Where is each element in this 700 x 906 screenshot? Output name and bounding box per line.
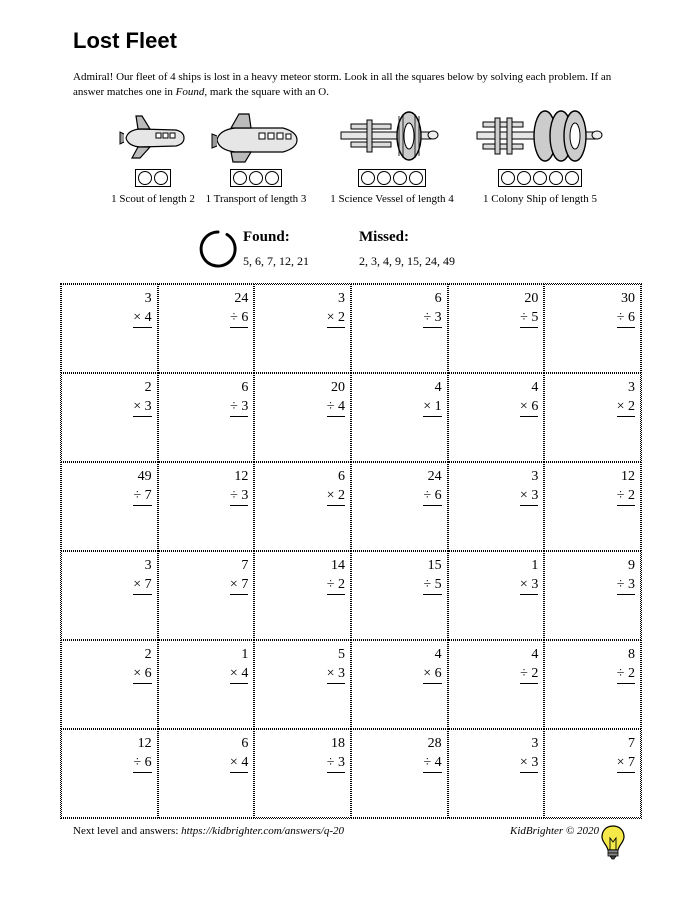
problem-operator-line: ÷ 2 bbox=[617, 664, 635, 684]
problem-operator-line: ÷ 2 bbox=[617, 486, 635, 506]
problem-operand: 12 bbox=[234, 469, 249, 484]
grid-square[interactable] bbox=[544, 284, 641, 373]
grid-square[interactable] bbox=[158, 551, 255, 640]
math-problem bbox=[520, 645, 538, 684]
missed-heading: Missed: bbox=[359, 229, 409, 245]
ship-label-transport: 1 Transport of length 3 bbox=[205, 193, 307, 205]
grid-square[interactable] bbox=[254, 373, 351, 462]
math-problem bbox=[423, 556, 441, 595]
grid-square[interactable] bbox=[351, 373, 448, 462]
problem-operand: 24 bbox=[234, 291, 249, 306]
math-problem bbox=[133, 556, 151, 595]
grid-square[interactable] bbox=[351, 640, 448, 729]
ship-label-scout: 1 Scout of length 2 bbox=[111, 193, 195, 205]
grid-square[interactable] bbox=[448, 640, 545, 729]
problem-operand: 49 bbox=[137, 469, 152, 484]
problem-operand: 3 bbox=[144, 291, 152, 306]
science-vessel-icon bbox=[337, 110, 447, 164]
problem-operand: 20 bbox=[524, 291, 539, 306]
math-problem bbox=[327, 467, 345, 506]
problem-operator-line: ÷ 3 bbox=[423, 308, 441, 328]
grid-square[interactable] bbox=[351, 729, 448, 818]
math-problem bbox=[230, 378, 248, 417]
problem-operand: 2 bbox=[144, 380, 152, 395]
math-problem bbox=[230, 556, 248, 595]
grid-square[interactable] bbox=[61, 373, 158, 462]
problem-operator-line: ÷ 4 bbox=[327, 397, 345, 417]
problem-operand: 3 bbox=[531, 469, 539, 484]
math-problem bbox=[327, 378, 345, 417]
problem-operator-line: × 4 bbox=[133, 308, 151, 328]
instructions-found-word: Found bbox=[175, 86, 205, 98]
math-problem bbox=[520, 734, 538, 773]
ship-label-science-vessel: 1 Science Vessel of length 4 bbox=[330, 193, 454, 205]
problem-operator-line: ÷ 7 bbox=[133, 486, 151, 506]
problem-operand: 4 bbox=[434, 647, 442, 662]
grid-square[interactable] bbox=[254, 640, 351, 729]
grid-square[interactable] bbox=[448, 373, 545, 462]
math-problem bbox=[617, 556, 635, 595]
math-problem bbox=[520, 378, 538, 417]
grid-square[interactable] bbox=[254, 551, 351, 640]
problem-operand: 5 bbox=[337, 647, 345, 662]
math-problem bbox=[133, 645, 151, 684]
grid-square[interactable] bbox=[254, 729, 351, 818]
problem-operator-line: ÷ 2 bbox=[520, 664, 538, 684]
science-vessel-length-boxes bbox=[358, 169, 426, 187]
grid-square[interactable] bbox=[448, 284, 545, 373]
problem-operand: 3 bbox=[144, 558, 152, 573]
problem-operator-line: ÷ 6 bbox=[423, 486, 441, 506]
problem-grid bbox=[60, 283, 642, 819]
problem-operator-line: × 7 bbox=[133, 575, 151, 595]
problem-operator-line: ÷ 5 bbox=[520, 308, 538, 328]
problem-operator-line: × 2 bbox=[617, 397, 635, 417]
problem-operator-line: × 1 bbox=[423, 397, 441, 417]
grid-square[interactable] bbox=[61, 284, 158, 373]
grid-square[interactable] bbox=[544, 373, 641, 462]
grid-square[interactable] bbox=[544, 551, 641, 640]
math-problem bbox=[133, 378, 151, 417]
instructions-text-end: , mark the square with an O. bbox=[204, 86, 330, 98]
scout-length-boxes bbox=[135, 169, 171, 187]
ship-label-colony: 1 Colony Ship of length 5 bbox=[483, 193, 597, 205]
instructions-text-start: Admiral! Our fleet of 4 ships is lost in a heavy meteor storm. Look in all the squares below by solving each problem. If an answer matches one in bbox=[73, 71, 612, 98]
ship-scout bbox=[98, 110, 208, 205]
problem-operand: 8 bbox=[627, 647, 635, 662]
math-problem bbox=[423, 467, 441, 506]
math-problem bbox=[423, 645, 441, 684]
problem-operator-line: ÷ 3 bbox=[617, 575, 635, 595]
grid-square[interactable] bbox=[254, 284, 351, 373]
grid-square[interactable] bbox=[61, 551, 158, 640]
problem-operator-line: ÷ 2 bbox=[327, 575, 345, 595]
problem-operand: 3 bbox=[337, 291, 345, 306]
math-problem bbox=[423, 378, 441, 417]
grid-square[interactable] bbox=[448, 729, 545, 818]
copyright: KidBrighter © 2020 bbox=[510, 825, 600, 837]
problem-operator-line: × 3 bbox=[327, 664, 345, 684]
problem-operator-line: × 3 bbox=[520, 486, 538, 506]
found-heading: Found: bbox=[243, 229, 290, 245]
problem-operator-line: ÷ 3 bbox=[230, 486, 248, 506]
grid-square[interactable] bbox=[544, 640, 641, 729]
grid-square[interactable] bbox=[448, 551, 545, 640]
math-problem bbox=[133, 467, 151, 506]
transport-ship-icon bbox=[211, 110, 301, 164]
problem-operand: 2 bbox=[144, 647, 152, 662]
missed-values: 2, 3, 4, 9, 15, 24, 49 bbox=[359, 254, 455, 268]
math-problem bbox=[133, 289, 151, 328]
colony-ship-icon bbox=[475, 110, 605, 164]
problem-operand: 6 bbox=[434, 291, 442, 306]
colony-ship-length-boxes bbox=[498, 169, 582, 187]
problem-operator-line: × 6 bbox=[423, 664, 441, 684]
grid-square[interactable] bbox=[351, 284, 448, 373]
math-problem bbox=[327, 645, 345, 684]
problem-operator-line: × 3 bbox=[520, 753, 538, 773]
problem-operand: 28 bbox=[427, 736, 442, 751]
problem-operator-line: × 3 bbox=[520, 575, 538, 595]
problem-operator-line: × 7 bbox=[617, 753, 635, 773]
problem-operand: 12 bbox=[620, 469, 635, 484]
ship-colony bbox=[470, 110, 610, 205]
problem-operand: 9 bbox=[627, 558, 635, 573]
problem-operand: 7 bbox=[241, 558, 249, 573]
problem-operand: 15 bbox=[427, 558, 442, 573]
grid-square[interactable] bbox=[158, 640, 255, 729]
grid-square[interactable] bbox=[544, 729, 641, 818]
math-problem bbox=[617, 734, 635, 773]
found-values: 5, 6, 7, 12, 21 bbox=[243, 254, 309, 268]
problem-operator-line: × 2 bbox=[327, 308, 345, 328]
grid-square[interactable] bbox=[61, 729, 158, 818]
math-problem bbox=[617, 378, 635, 417]
problem-operand: 1 bbox=[531, 558, 539, 573]
problem-operator-line: × 6 bbox=[520, 397, 538, 417]
math-problem bbox=[327, 556, 345, 595]
problem-operand: 20 bbox=[330, 380, 345, 395]
footer-url[interactable]: https://kidbrighter.com/answers/q-20 bbox=[181, 825, 344, 837]
problem-operator-line: ÷ 5 bbox=[423, 575, 441, 595]
problem-operator-line: ÷ 3 bbox=[327, 753, 345, 773]
grid-square[interactable] bbox=[158, 729, 255, 818]
grid-square[interactable] bbox=[254, 462, 351, 551]
problem-operand: 6 bbox=[241, 380, 249, 395]
math-problem bbox=[520, 289, 538, 328]
problem-operand: 3 bbox=[531, 736, 539, 751]
problem-operator-line: ÷ 4 bbox=[423, 753, 441, 773]
math-problem bbox=[230, 289, 248, 328]
problem-operand: 6 bbox=[337, 469, 345, 484]
problem-operand: 4 bbox=[434, 380, 442, 395]
math-problem bbox=[617, 467, 635, 506]
problem-operator-line: × 4 bbox=[230, 753, 248, 773]
grid-square[interactable] bbox=[351, 462, 448, 551]
ship-transport bbox=[200, 110, 312, 205]
problem-operator-line: × 3 bbox=[133, 397, 151, 417]
math-problem bbox=[230, 467, 248, 506]
footer-prefix: Next level and answers: bbox=[73, 825, 182, 837]
grid-square[interactable] bbox=[158, 373, 255, 462]
page-title: Lost Fleet bbox=[73, 28, 177, 53]
math-problem bbox=[133, 734, 151, 773]
scout-ship-icon bbox=[118, 110, 188, 164]
problem-operator-line: × 7 bbox=[230, 575, 248, 595]
transport-length-boxes bbox=[230, 169, 282, 187]
problem-operator-line: ÷ 3 bbox=[230, 397, 248, 417]
problem-operand: 14 bbox=[330, 558, 345, 573]
problem-operand: 24 bbox=[427, 469, 442, 484]
math-problem bbox=[230, 734, 248, 773]
problem-operand: 1 bbox=[241, 647, 249, 662]
problem-operand: 7 bbox=[627, 736, 635, 751]
grid-square[interactable] bbox=[158, 284, 255, 373]
problem-operand: 18 bbox=[330, 736, 345, 751]
found-marker-circle-icon bbox=[199, 230, 237, 268]
grid-square[interactable] bbox=[61, 640, 158, 729]
problem-operand: 6 bbox=[241, 736, 249, 751]
lightbulb-icon bbox=[600, 824, 626, 860]
math-problem bbox=[327, 289, 345, 328]
problem-operator-line: × 2 bbox=[327, 486, 345, 506]
problem-operator-line: × 6 bbox=[133, 664, 151, 684]
ship-science-vessel bbox=[322, 110, 462, 205]
grid-square[interactable] bbox=[351, 551, 448, 640]
instructions bbox=[73, 70, 643, 100]
problem-operand: 4 bbox=[531, 647, 539, 662]
problem-operand: 3 bbox=[627, 380, 635, 395]
grid-square[interactable] bbox=[544, 462, 641, 551]
math-problem bbox=[423, 734, 441, 773]
math-problem bbox=[423, 289, 441, 328]
problem-operand: 30 bbox=[620, 291, 635, 306]
grid-square[interactable] bbox=[158, 462, 255, 551]
math-problem bbox=[230, 645, 248, 684]
problem-operator-line: × 4 bbox=[230, 664, 248, 684]
problem-operator-line: ÷ 6 bbox=[230, 308, 248, 328]
grid-square[interactable] bbox=[61, 462, 158, 551]
problem-operand: 12 bbox=[137, 736, 152, 751]
grid-square[interactable] bbox=[448, 462, 545, 551]
math-problem bbox=[617, 289, 635, 328]
math-problem bbox=[617, 645, 635, 684]
math-problem bbox=[520, 556, 538, 595]
problem-operator-line: ÷ 6 bbox=[133, 753, 151, 773]
problem-operand: 4 bbox=[531, 380, 539, 395]
problem-operator-line: ÷ 6 bbox=[617, 308, 635, 328]
footer-answers-link[interactable] bbox=[73, 825, 344, 837]
math-problem bbox=[327, 734, 345, 773]
math-problem bbox=[520, 467, 538, 506]
